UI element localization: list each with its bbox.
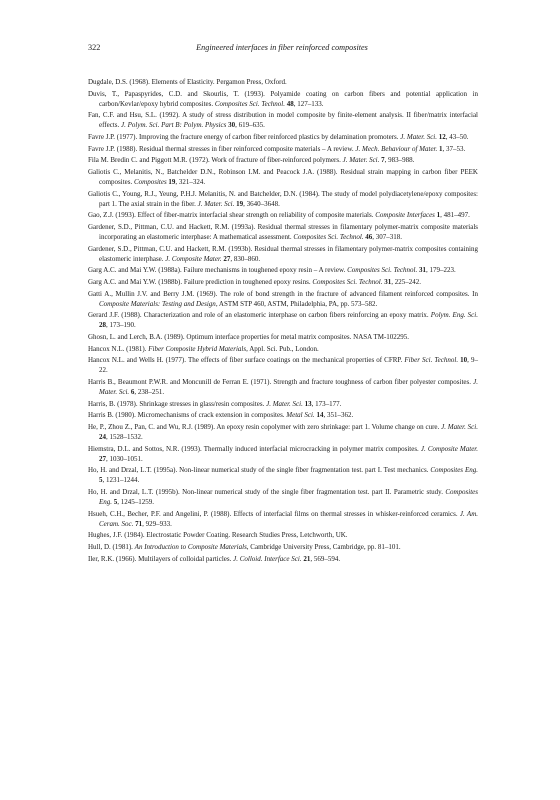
reference-entry xyxy=(88,410,478,420)
reference-entry xyxy=(88,210,478,220)
reference-text: , 3640–3648. xyxy=(243,199,280,208)
reference-text: , Cambridge University Press, Cambridge, pp. 81–101. xyxy=(246,543,401,551)
reference-text: Garg A.C. and Mai Y.W. (1988a). Failure mechanisms in toughened epoxy resin – A review. xyxy=(88,266,348,275)
reference-text: , 173–190. xyxy=(106,321,136,330)
reference-text: Favre J.P. (1977). Improving the fracture energy of carbon fiber reinforced plastics by delamination promoters. xyxy=(88,133,401,142)
reference-text: Gerard J.F. (1988). Characterization and role of an elastomeric interphase on carbon fibers reinforcing an epoxy matrix. xyxy=(88,311,431,320)
reference-list xyxy=(88,77,478,565)
reference-source: J. Mater. Sci. xyxy=(400,133,437,142)
reference-volume: 31 xyxy=(418,266,426,275)
reference-entry xyxy=(88,77,478,87)
reference-entry xyxy=(88,355,478,375)
reference-source: Composites Eng. xyxy=(99,487,478,507)
reference-text: , 983–988. xyxy=(384,156,415,165)
reference-source: J. Polym. Sci. Part B: Polym. Physics xyxy=(121,121,227,130)
reference-source: J. Mater. Sci. xyxy=(99,377,478,396)
reference-text: , 307–318. xyxy=(372,233,403,241)
reference-volume: 12 xyxy=(438,133,446,142)
reference-source: J. Mech. Behaviour of Mater. xyxy=(355,144,438,153)
reference-volume: 14 xyxy=(316,411,324,420)
reference-source: Composites Sci. Technol. xyxy=(293,233,364,241)
reference-entry xyxy=(88,422,478,442)
reference-source: J. Composite Mater. xyxy=(420,444,479,453)
reference-source: Polym. Eng. Sci. xyxy=(430,311,478,320)
reference-entry xyxy=(88,265,478,275)
reference-entry xyxy=(88,465,478,485)
reference-source: J. Composite Mater. xyxy=(165,254,222,263)
reference-source: An Introduction to Composite Materials xyxy=(134,543,247,551)
reference-source: Composites xyxy=(134,177,167,186)
reference-volume: 30 xyxy=(228,121,236,130)
reference-volume: 1 xyxy=(436,211,441,220)
reference-entry xyxy=(88,167,478,187)
reference-entry xyxy=(88,487,478,507)
reference-text: Harris, B. (1978). Shrinkage stresses in glass/resin composites. xyxy=(88,399,267,408)
reference-entry xyxy=(88,542,478,552)
reference-text: Hughes, J.F. (1984). Electrostatic Powder Coating. Research Studies Press, Letchworth, UK. xyxy=(88,531,348,540)
reference-entry xyxy=(88,399,478,409)
reference-source: Composites Sci. Technol. xyxy=(312,277,383,286)
reference-text: Gardener, S.D., Pittman, C.U. and Hackett, R.M. (1993b). Residual thermal stresses in filamentary polymer-matrix composites containing elastomeric interphase. xyxy=(88,244,478,263)
reference-text: Harris B., Beaumont P.W.R. and Moncunill de Ferran E. (1971). Strength and fracture toughness of carbon fiber polyester composites. xyxy=(88,377,474,386)
reference-text: Fan, C.F. and Hsu, S.L. (1992). A study of stress distribution in model composite by finite-element analysis. II fiber/matrix interfacial effects. xyxy=(88,111,478,130)
reference-text: He, P., Zhou Z., Pan, C. and Wu, R.J. (1989). An epoxy resin copolymer with zero shrinkage: part 1. Volume change on cure. xyxy=(88,422,442,431)
reference-text: Iler, R.K. (1966). Multilayers of colloidal particles. xyxy=(88,554,234,563)
reference-text: Duvis, T., Papaspyrides, C.D. and Skourlis, T. (1993). Polyamide coating on carbon fibers and potential application in carbon/Kevlar/epoxy hybrid composites. xyxy=(88,89,478,108)
reference-text: Ho, H. and Drzal, L.T. (1995a). Non-linear numerical study of the single fiber fragmentation test. part I. Test mechanics. xyxy=(88,466,431,475)
reference-volume: 6 xyxy=(130,388,135,396)
reference-volume: 1 xyxy=(439,144,443,153)
reference-volume: 24 xyxy=(99,432,106,441)
reference-source: Composite Materials: Testing and Design xyxy=(99,299,216,308)
reference-source: J. Mater. Sci. xyxy=(342,156,380,165)
reference-volume: 10 xyxy=(460,356,468,365)
reference-volume: 19 xyxy=(236,199,244,208)
reference-volume: 46 xyxy=(365,233,373,241)
reference-volume: 48 xyxy=(286,99,294,108)
reference-source: J. Mater. Sci. xyxy=(197,199,235,208)
reference-text: Hancox N.L. (1981). xyxy=(88,344,149,353)
reference-text: , 1231–1244. xyxy=(102,476,140,485)
reference-entry xyxy=(88,530,478,540)
reference-source: Composites Eng. xyxy=(430,466,478,475)
reference-text: Hiemstra, D.L. and Sottos, N.R. (1993). Thermally induced interfacial microcracking in polymer matrix composites. xyxy=(88,444,421,453)
reference-source: Composite Interfaces xyxy=(375,211,435,220)
reference-text: , 225–242. xyxy=(391,277,421,286)
reference-volume: 19 xyxy=(168,177,176,186)
reference-entry xyxy=(88,344,478,354)
reference-volume: 31 xyxy=(384,277,392,286)
reference-text: , 43–50. xyxy=(445,133,469,142)
reference-text: , 173–177. xyxy=(311,399,342,408)
reference-text: , ASTM STP 460, ASTM, Philadelphia, PA, pp. 573–582. xyxy=(215,299,378,308)
reference-volume: 5 xyxy=(99,476,103,485)
reference-text: , 9–22. xyxy=(99,356,479,375)
reference-source: J. Mater. Sci. xyxy=(441,422,478,431)
reference-source: Composites Sci. Technol. xyxy=(214,99,285,108)
running-head xyxy=(88,43,476,57)
reference-text: Dugdale, D.S. (1968). Elements of Elasticity. Pergamon Press, Oxford. xyxy=(88,78,287,86)
reference-text: Harris B. (1980). Micromechanisms of crack extension in composites. xyxy=(88,411,287,420)
reference-text: Hancox N.L. and Wells H. (1977). The effects of fiber surface coatings on the mechanical properties of CFRP. xyxy=(88,356,405,365)
reference-text: , Appl. Sci. Pub., London. xyxy=(246,344,319,353)
reference-entry xyxy=(88,89,478,109)
reference-source: J. Colloid. Interface Sci. xyxy=(233,554,302,563)
reference-entry xyxy=(88,332,478,342)
reference-entry xyxy=(88,144,478,154)
reference-text: , 351–362. xyxy=(323,411,354,420)
reference-volume: 71 xyxy=(135,519,143,528)
reference-text: Gatti A., Mullin J.V. and Berry J.M. (1969). The role of bond strength in the fracture of advanced filament reinforced composites. In xyxy=(88,289,478,298)
reference-text: Favre J.P. (1988). Residual thermal stresses in fiber reinforced composite materials – A review. xyxy=(88,144,356,153)
reference-volume: 7 xyxy=(381,156,385,165)
reference-text: Fila M. Bredin C. and Piggott M.R. (1972). Work of fracture of fiber-reinforced polymers. xyxy=(88,156,343,165)
reference-entry xyxy=(88,222,478,242)
reference-text: Ghosn, L. and Lerch, B.A. (1989). Optimum interface properties for metal matrix composites. NASA TM-102295. xyxy=(88,332,410,341)
reference-entry xyxy=(88,110,478,130)
reference-text: , 238–251. xyxy=(134,388,165,396)
reference-entry xyxy=(88,155,478,165)
reference-entry xyxy=(88,554,478,564)
reference-entry xyxy=(88,244,478,264)
reference-text: Garg A.C. and Mai Y.W. (1988b). Failure prediction in toughened epoxy resins. xyxy=(88,277,313,286)
reference-entry xyxy=(88,289,478,309)
reference-volume: 28 xyxy=(99,321,106,330)
reference-text: , 1245–1259. xyxy=(117,498,155,507)
reference-volume: 5 xyxy=(113,498,118,507)
reference-text: Galiotis C., Young, R.J., Yeung, P.H.J. Melanitis, N. and Batchelder, D.N. (1984). The study of model polydiacetylene/epoxy composites: part 1. The axial strain in the fiber. xyxy=(88,189,478,208)
reference-volume: 21 xyxy=(303,554,311,563)
reference-entry xyxy=(88,444,478,464)
reference-text: , 1030–1051. xyxy=(106,454,143,463)
reference-text: , 1528–1532. xyxy=(106,432,143,441)
reference-text: , 830–860. xyxy=(230,254,261,263)
reference-entry xyxy=(88,132,478,142)
reference-source: J. Am. Ceram. Soc. xyxy=(99,509,479,528)
page-number: 322 xyxy=(88,43,101,52)
reference-text: , 619–635. xyxy=(235,121,265,130)
reference-volume: 27 xyxy=(99,454,106,463)
reference-text: Gao, Z.J. (1993). Effect of fiber-matrix interfacial shear strength on reliability of composite materials. xyxy=(88,211,376,220)
reference-source: Composites Sci. Technol. xyxy=(347,266,418,275)
reference-source: J. Mater. Sci. xyxy=(266,399,303,408)
reference-source: Fiber Sci. Technol. xyxy=(404,356,459,365)
reference-entry xyxy=(88,509,478,529)
reference-entry xyxy=(88,189,478,209)
reference-text: Galiotis C., Melanitis, N., Batchelder D.N., Robinson I.M. and Peacock J.A. (1988). Residual strain mapping in carbon fiber PEEK composites. xyxy=(88,167,478,186)
reference-source: Fiber Composite Hybrid Materials xyxy=(148,344,247,353)
reference-text: , 929–933. xyxy=(142,519,172,528)
reference-text: , 569–594. xyxy=(310,554,341,563)
reference-text: , 481–497. xyxy=(440,211,470,220)
running-title: Engineered interfaces in fiber reinforced composites xyxy=(196,43,368,52)
reference-volume: 27 xyxy=(223,254,231,263)
reference-entry xyxy=(88,277,478,287)
reference-text: , 37–53. xyxy=(442,144,466,153)
reference-source: Metal Sci. xyxy=(286,411,315,420)
reference-text: Gardener, S.D., Pittman, C.U. and Hackett, R.M. (1993a). Residual thermal stresses in filamentary polymer-matrix composite materials incorporating an elastomeric interphase: A mathematical assessment. xyxy=(88,222,478,241)
reference-text: Hsueh, C.H., Becher, P.F. and Angelini, P. (1988). Effects of interfacial films on thermal stresses in whisker-reinforced ceramics. xyxy=(88,509,460,518)
reference-volume: 13 xyxy=(304,399,312,408)
reference-text: , 179–223. xyxy=(425,266,456,275)
reference-entry xyxy=(88,310,478,330)
reference-text: , 321–324. xyxy=(175,177,206,186)
reference-text: , 127–133. xyxy=(293,99,324,108)
reference-entry xyxy=(88,377,478,397)
reference-text: Ho, H. and Drzal, L.T. (1995b). Non-linear numerical study of the single fiber fragmentation test. part II. Parametric study. xyxy=(88,487,446,496)
reference-text: Hull, D. (1981). xyxy=(88,543,135,551)
